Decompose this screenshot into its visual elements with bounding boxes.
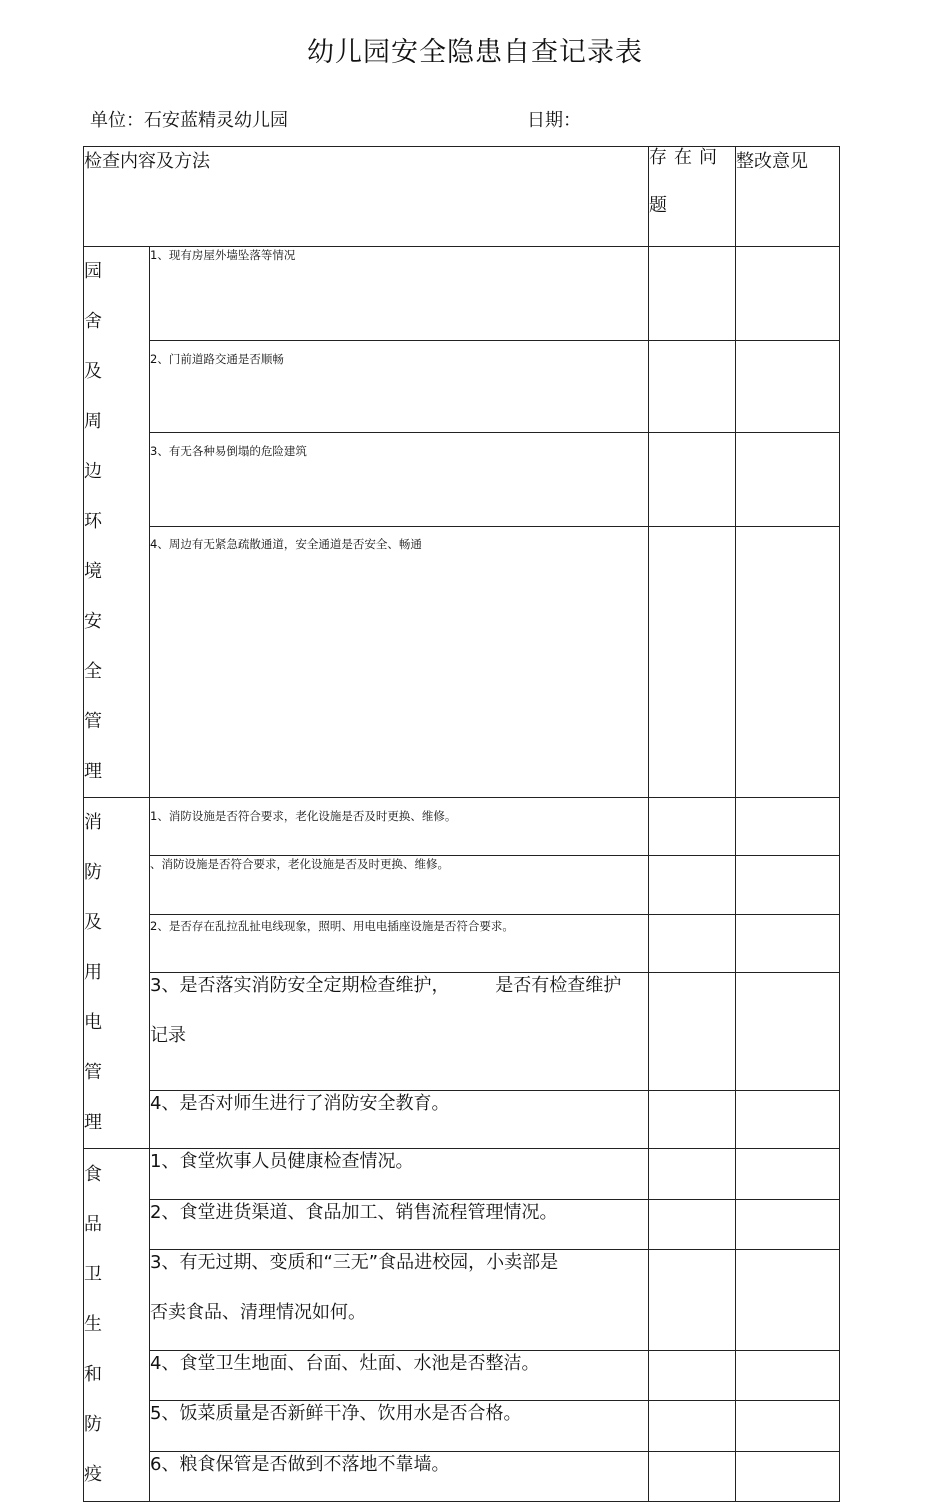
table-header-row (84, 147, 840, 247)
advice-cell[interactable] (736, 1401, 840, 1452)
issue-cell[interactable] (649, 1250, 736, 1351)
advice-cell[interactable] (736, 1090, 840, 1148)
issue-cell[interactable] (649, 433, 736, 527)
header-issue-line1: 存在问 (649, 147, 724, 168)
issue-cell[interactable] (649, 340, 736, 432)
issue-cell[interactable] (649, 1401, 736, 1452)
advice-cell[interactable] (736, 1200, 840, 1250)
item-line: 3、有无过期、变质和“三无”食品进校园，小卖部是 (150, 1252, 559, 1273)
table-row (84, 1200, 840, 1250)
advice-cell[interactable] (736, 527, 840, 798)
issue-cell[interactable] (649, 798, 736, 856)
item-text: 4、是否对师生进行了消防安全教育。 (150, 1090, 649, 1148)
item-text: 3、有无各种易倒塌的危险建筑 (150, 433, 649, 527)
table-row (84, 914, 840, 972)
advice-cell[interactable] (736, 247, 840, 341)
item-text: 4、周边有无紧急疏散通道，安全通道是否安全、畅通 (150, 527, 649, 798)
inspection-table (83, 146, 840, 1502)
advice-cell[interactable] (736, 798, 840, 856)
unit-label: 单位：石安蓝精灵幼儿园 (90, 110, 288, 131)
advice-cell[interactable] (736, 1452, 840, 1502)
advice-cell[interactable] (736, 1149, 840, 1200)
issue-cell[interactable] (649, 914, 736, 972)
item-text-multiline (150, 1250, 649, 1351)
item-text: 2、食堂进货渠道、食品加工、销售流程管理情况。 (150, 1200, 649, 1250)
item-text: 2、门前道路交通是否顺畅 (150, 340, 649, 432)
issue-cell[interactable] (649, 1149, 736, 1200)
table-row (84, 856, 840, 914)
item-text: 1、消防设施是否符合要求，老化设施是否及时更换、维修。 (150, 798, 649, 856)
item-line: 3、是否落实消防安全定期检查维护， 是否有检查维护 (150, 974, 622, 996)
page-title: 幼儿园安全隐患自查记录表 (307, 37, 643, 68)
table-row (84, 247, 840, 341)
category-fire-electric: 消防及用电管理 (84, 798, 150, 1149)
table-row (84, 1250, 840, 1351)
advice-cell[interactable] (736, 914, 840, 972)
issue-cell[interactable] (649, 247, 736, 341)
item-text: 1、现有房屋外墙坠落等情况 (150, 247, 649, 341)
table-row (84, 1090, 840, 1148)
table-row (84, 972, 840, 1090)
table-row (84, 798, 840, 856)
item-text: 1、食堂炊事人员健康检查情况。 (150, 1149, 649, 1200)
item-line: 记录 (150, 1024, 186, 1046)
item-line: 否卖食品、清理情况如何。 (150, 1302, 366, 1323)
category-campus-safety: 园舍及周边环境安全管理 (84, 247, 150, 798)
table-row (84, 433, 840, 527)
table-row (84, 527, 840, 798)
category-food-hygiene: 食品卫生和防疫 (84, 1149, 150, 1502)
advice-cell[interactable] (736, 856, 840, 914)
item-text: 4、食堂卫生地面、台面、灶面、水池是否整洁。 (150, 1351, 649, 1401)
issue-cell[interactable] (649, 1200, 736, 1250)
item-text-multiline (150, 972, 649, 1090)
header-issue-line2: 题 (649, 195, 674, 216)
advice-cell[interactable] (736, 1351, 840, 1401)
header-content: 检查内容及方法 (84, 147, 649, 247)
item-text: 、消防设施是否符合要求，老化设施是否及时更换、维修。 (150, 856, 649, 914)
issue-cell[interactable] (649, 1351, 736, 1401)
advice-cell[interactable] (736, 433, 840, 527)
header-issue (649, 147, 736, 247)
issue-cell[interactable] (649, 856, 736, 914)
issue-cell[interactable] (649, 1090, 736, 1148)
item-text: 6、粮食保管是否做到不落地不靠墙。 (150, 1452, 649, 1502)
header-advice: 整改意见 (736, 147, 840, 247)
table-row (84, 1401, 840, 1452)
advice-cell[interactable] (736, 340, 840, 432)
table-row (84, 1351, 840, 1401)
table-row (84, 1452, 840, 1502)
table-row (84, 340, 840, 432)
date-label: 日期： (527, 110, 581, 131)
item-text: 5、饭菜质量是否新鲜干净、饮用水是否合格。 (150, 1401, 649, 1452)
advice-cell[interactable] (736, 972, 840, 1090)
issue-cell[interactable] (649, 972, 736, 1090)
advice-cell[interactable] (736, 1250, 840, 1351)
table-row (84, 1149, 840, 1200)
item-text: 2、是否存在乱拉乱扯电线现象，照明、用电电插座设施是否符合要求。 (150, 914, 649, 972)
issue-cell[interactable] (649, 1452, 736, 1502)
issue-cell[interactable] (649, 527, 736, 798)
